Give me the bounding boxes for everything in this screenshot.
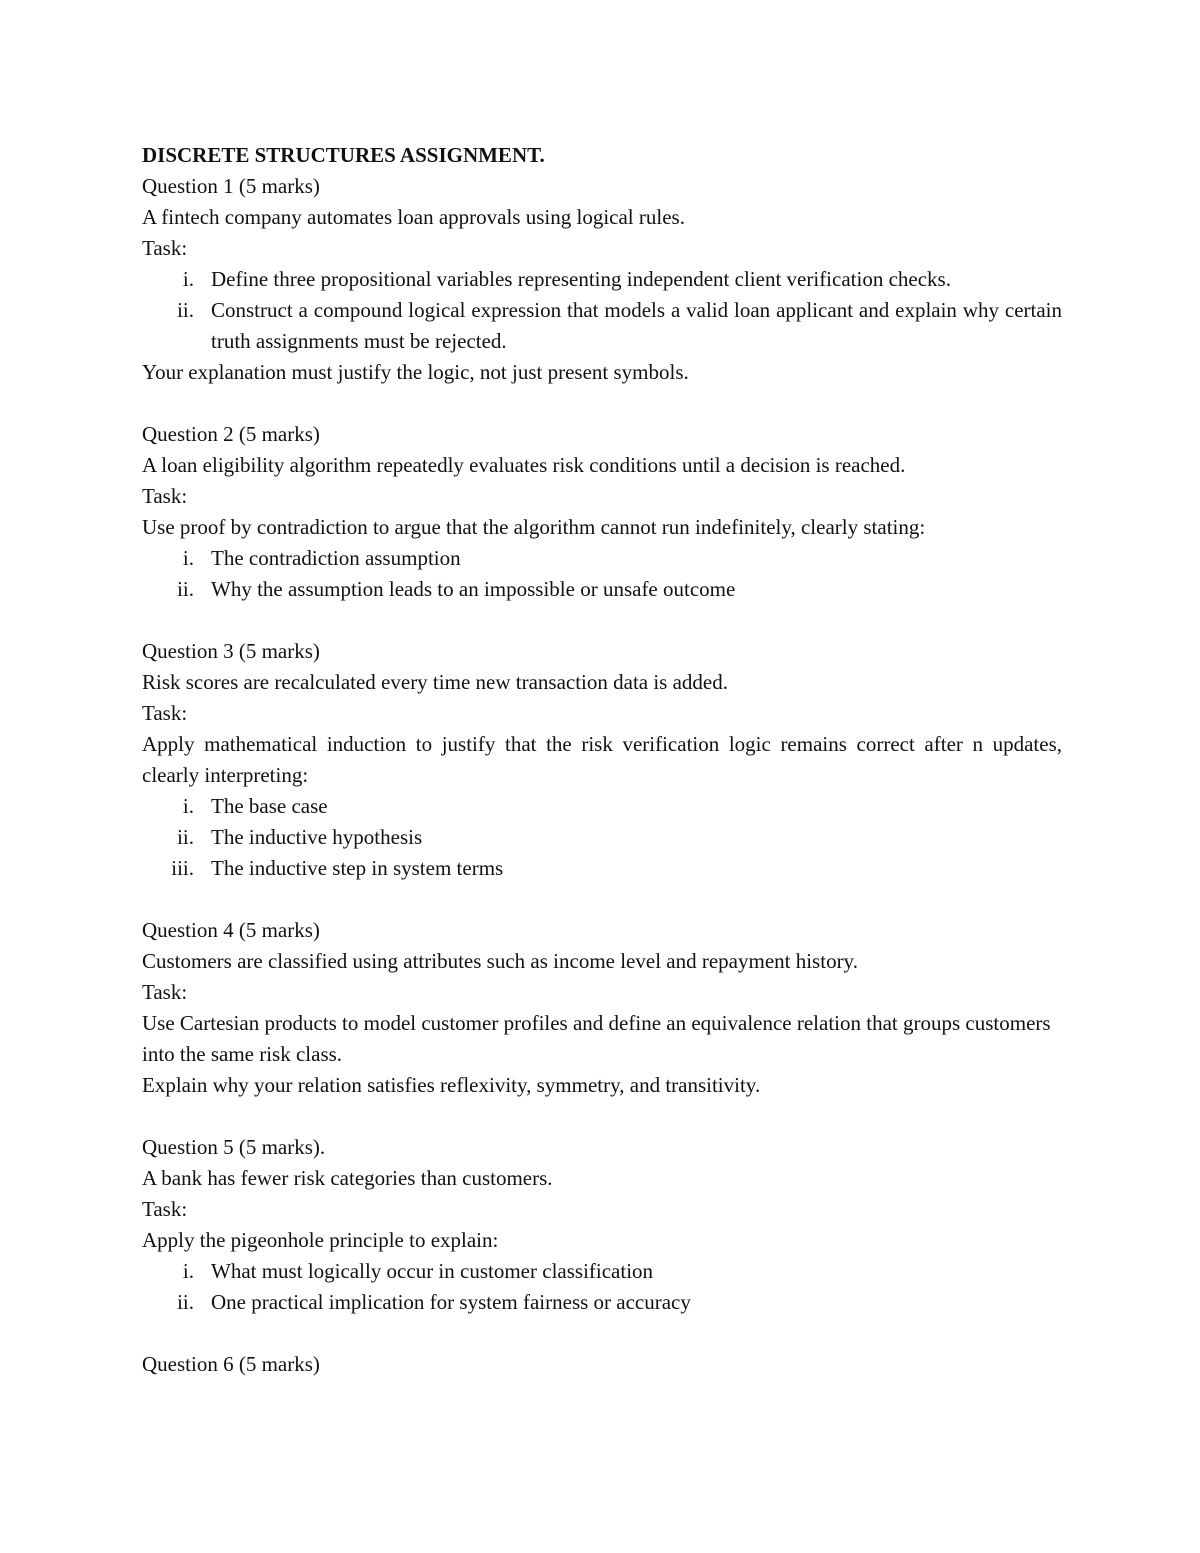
list-item <box>142 822 1062 853</box>
task-list <box>142 791 1062 884</box>
question-1 <box>142 171 1062 388</box>
list-item-number: i. <box>182 267 194 291</box>
list-item-text: The inductive hypothesis <box>211 825 423 849</box>
list-item-number: ii. <box>177 298 194 322</box>
question-instruction: Use Cartesian products to model customer profiles and define an equivalence relation that groups customers into the same risk class. <box>142 1011 1051 1066</box>
list-item-text: What must logically occur in customer classification <box>211 1259 654 1283</box>
task-label: Task: <box>142 980 188 1004</box>
list-item <box>142 264 1062 295</box>
question-scenario: A bank has fewer risk categories than customers. <box>142 1166 553 1190</box>
spacer <box>142 388 1062 419</box>
task-list <box>142 1256 1062 1318</box>
list-item <box>142 574 1062 605</box>
list-item-number: ii. <box>177 825 194 849</box>
list-item <box>142 543 1062 574</box>
question-3 <box>142 636 1062 884</box>
task-label: Task: <box>142 1197 188 1221</box>
spacer <box>142 1318 1062 1349</box>
list-item-number: ii. <box>177 1290 194 1314</box>
list-item-text: One practical implication for system fairness or accuracy <box>211 1290 691 1314</box>
task-label: Task: <box>142 484 188 508</box>
question-scenario: Customers are classified using attributes such as income level and repayment history. <box>142 949 858 973</box>
list-item-number: i. <box>182 546 194 570</box>
list-item-number: i. <box>182 794 194 818</box>
spacer <box>142 884 1062 915</box>
list-item-text: Define three propositional variables representing independent client verification checks. <box>211 267 951 291</box>
list-item <box>142 853 1062 884</box>
question-note: Explain why your relation satisfies reflexivity, symmetry, and transitivity. <box>142 1073 761 1097</box>
question-heading: Question 2 (5 marks) <box>142 422 320 446</box>
spacer <box>142 605 1062 636</box>
list-item <box>142 791 1062 822</box>
list-item-number: ii. <box>177 577 194 601</box>
question-heading: Question 5 (5 marks). <box>142 1135 326 1159</box>
question-2 <box>142 419 1062 605</box>
question-scenario: A fintech company automates loan approvals using logical rules. <box>142 205 685 229</box>
question-instruction: Apply the pigeonhole principle to explain: <box>142 1228 499 1252</box>
list-item-number: iii. <box>171 856 194 880</box>
list-item <box>142 295 1062 357</box>
question-heading: Question 1 (5 marks) <box>142 174 320 198</box>
question-scenario: A loan eligibility algorithm repeatedly evaluates risk conditions until a decision is reached. <box>142 453 906 477</box>
question-instruction: Use proof by contradiction to argue that the algorithm cannot run indefinitely, clearly stating: <box>142 515 926 539</box>
question-instruction: Apply mathematical induction to justify that the risk verification logic remains correct after n updates, clearly interpreting: <box>142 732 1062 787</box>
question-5 <box>142 1132 1062 1318</box>
question-note: Your explanation must justify the logic, not just present symbols. <box>142 360 689 384</box>
list-item-text: The base case <box>211 794 328 818</box>
question-4 <box>142 915 1062 1101</box>
question-scenario: Risk scores are recalculated every time new transaction data is added. <box>142 670 729 694</box>
list-item-text: The inductive step in system terms <box>211 856 504 880</box>
document-body <box>142 140 1062 1380</box>
question-6 <box>142 1349 1062 1380</box>
question-heading: Question 3 (5 marks) <box>142 639 320 663</box>
task-label: Task: <box>142 236 188 260</box>
list-item <box>142 1256 1062 1287</box>
document-title: DISCRETE STRUCTURES ASSIGNMENT. <box>142 143 545 167</box>
spacer <box>142 1101 1062 1132</box>
question-heading: Question 6 (5 marks) <box>142 1352 320 1376</box>
list-item-text: Why the assumption leads to an impossible or unsafe outcome <box>211 577 736 601</box>
task-list <box>142 264 1062 357</box>
list-item-text: Construct a compound logical expression that models a valid loan applicant and explain why certain truth assignments must be rejected. <box>211 298 1062 353</box>
list-item <box>142 1287 1062 1318</box>
task-list <box>142 543 1062 605</box>
question-heading: Question 4 (5 marks) <box>142 918 320 942</box>
list-item-number: i. <box>182 1259 194 1283</box>
list-item-text: The contradiction assumption <box>211 546 461 570</box>
task-label: Task: <box>142 701 188 725</box>
